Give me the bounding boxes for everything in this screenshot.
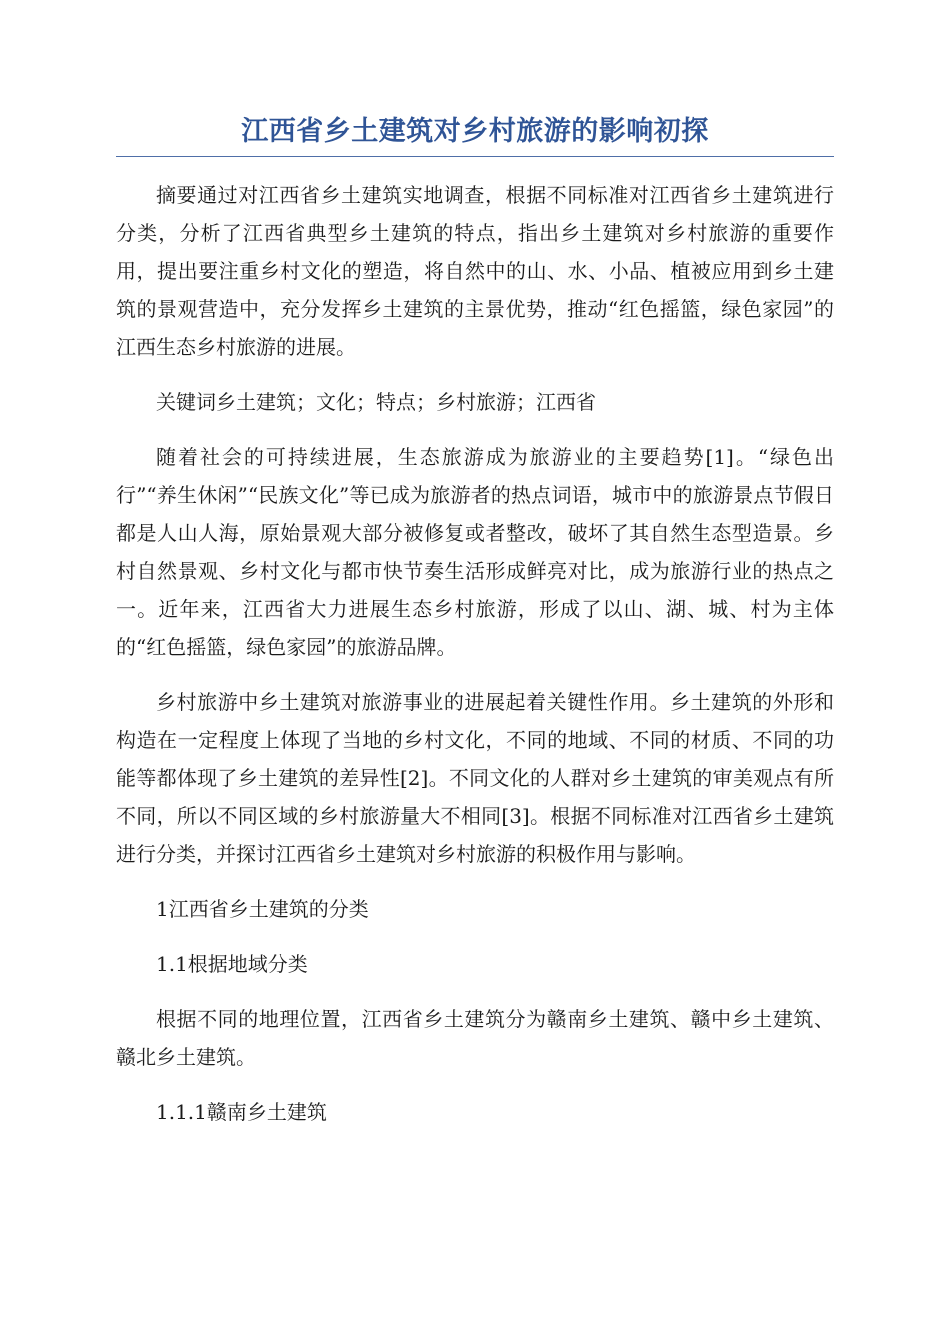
abstract-paragraph: 摘要通过对江西省乡土建筑实地调查，根据不同标准对江西省乡土建筑进行分类，分析了江西省典型乡土建筑的特点，指出乡土建筑对乡村旅游的重要作用，提出要注重乡村文化的塑造，将自然中的山、水、小品、植被应用到乡土建筑的景观营造中，充分发挥乡土建筑的主景优势，推动“红色摇篮，绿色家园”的江西生态乡村旅游的进展。 <box>116 183 834 359</box>
section-heading-1: 1江西省乡土建筑的分类 <box>156 897 369 921</box>
section-heading-1-1: 1.1根据地域分类 <box>156 952 308 976</box>
title-block <box>116 112 834 157</box>
intro-paragraph-1: 随着社会的可持续进展，生态旅游成为旅游业的主要趋势[1]。“绿色出行”“养生休闲”“民族文化”等已成为旅游者的热点词语，城市中的旅游景点节假日都是人山人海，原始景观大部分被修复或者整改，破坏了其自然生态型造景。乡村自然景观、乡村文化与都市快节奏生活形成鲜亮对比，成为旅游行业的热点之一。近年来，江西省大力进展生态乡村旅游，形成了以山、湖、城、村为主体的“红色摇篮，绿色家园”的旅游品牌。 <box>116 445 834 659</box>
document-title: 江西省乡土建筑对乡村旅游的影响初探 <box>241 116 709 147</box>
section-heading-1-1-1: 1.1.1赣南乡土建筑 <box>156 1100 327 1124</box>
document-body <box>116 176 834 1148</box>
keywords-paragraph: 关键词乡土建筑；文化；特点；乡村旅游；江西省 <box>156 390 596 414</box>
section-1-1-paragraph: 根据不同的地理位置，江西省乡土建筑分为赣南乡土建筑、赣中乡土建筑、赣北乡土建筑。 <box>116 1007 834 1069</box>
intro-paragraph-2: 乡村旅游中乡土建筑对旅游事业的进展起着关键性作用。乡土建筑的外形和构造在一定程度上体现了当地的乡村文化，不同的地域、不同的材质、不同的功能等都体现了乡土建筑的差异性[2]。不同文化的人群对乡土建筑的审美观点有所不同，所以不同区域的乡村旅游量大不相同[3]。根据不同标准对江西省乡土建筑进行分类，并探讨江西省乡土建筑对乡村旅游的积极作用与影响。 <box>116 690 834 866</box>
